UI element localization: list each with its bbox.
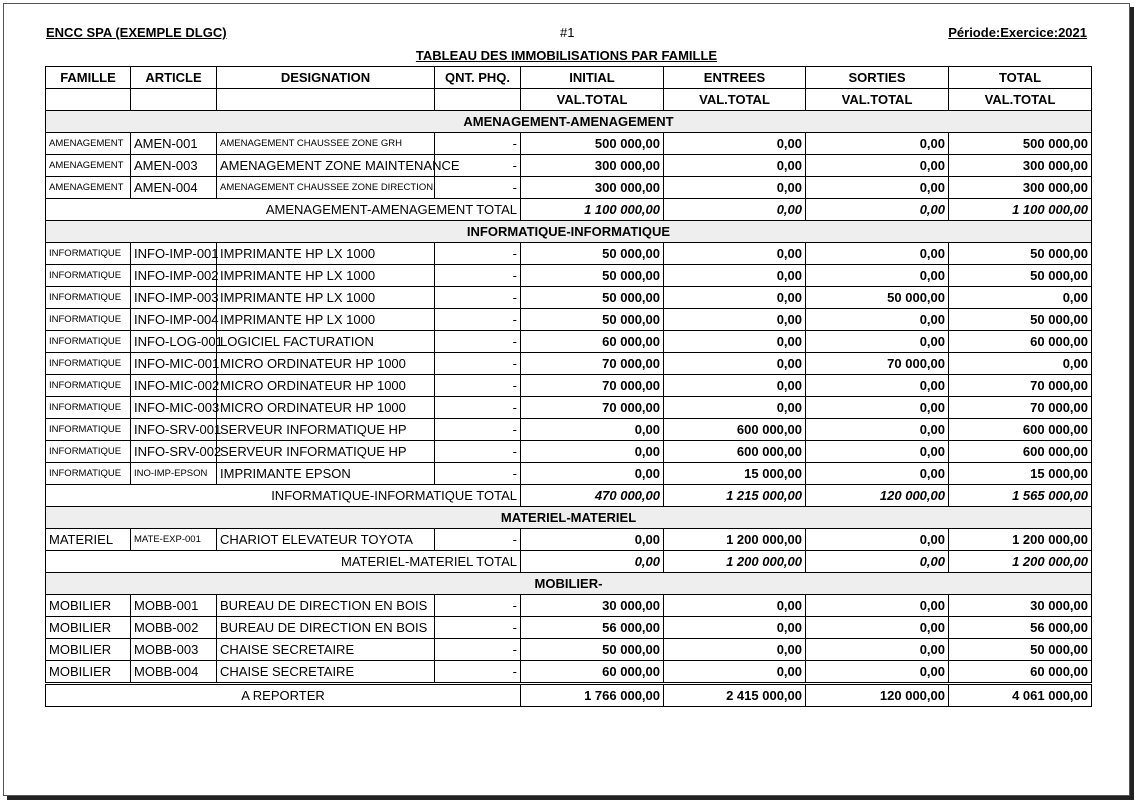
total-total: 1 565 000,00 (949, 485, 1092, 507)
carry-forward-row (46, 685, 1092, 707)
total-cell: 30 000,00 (949, 595, 1092, 617)
famille-cell: INFORMATIQUE (46, 287, 131, 309)
table-row (46, 155, 1092, 177)
designation-cell: IMPRIMANTE HP LX 1000 (217, 309, 435, 331)
table-row (46, 595, 1092, 617)
sorties-cell: 70 000,00 (806, 353, 949, 375)
family-header-row (46, 573, 1092, 595)
total-cell: 600 000,00 (949, 441, 1092, 463)
famille-cell: INFORMATIQUE (46, 353, 131, 375)
table-row (46, 639, 1092, 661)
designation-cell: AMENAGEMENT CHAUSSEE ZONE DIRECTION (217, 177, 435, 199)
initial-cell: 500 000,00 (521, 133, 664, 155)
sorties-cell: 0,00 (806, 375, 949, 397)
family-name: AMENAGEMENT-AMENAGEMENT (46, 111, 1092, 133)
initial-cell: 30 000,00 (521, 595, 664, 617)
entrees-cell: 0,00 (664, 265, 806, 287)
table-row (46, 177, 1092, 199)
sorties-cell: 0,00 (806, 309, 949, 331)
total-total: 1 100 000,00 (949, 199, 1092, 221)
sorties-cell: 0,00 (806, 265, 949, 287)
col-article: ARTICLE (131, 67, 217, 89)
initial-cell: 70 000,00 (521, 375, 664, 397)
article-cell: INFO-IMP-002 (131, 265, 217, 287)
table-row (46, 529, 1092, 551)
article-cell: MOBB-004 (131, 661, 217, 683)
table-row (46, 353, 1092, 375)
table-row (46, 375, 1092, 397)
col-sorties: SORTIES (806, 67, 949, 89)
designation-cell: SERVEUR INFORMATIQUE HP (217, 441, 435, 463)
article-cell: AMEN-003 (131, 155, 217, 177)
entrees-cell: 0,00 (664, 595, 806, 617)
table-row (46, 617, 1092, 639)
famille-cell: INFORMATIQUE (46, 265, 131, 287)
famille-cell: INFORMATIQUE (46, 463, 131, 485)
total-sorties: 0,00 (806, 199, 949, 221)
article-cell: AMEN-001 (131, 133, 217, 155)
sorties-cell: 0,00 (806, 595, 949, 617)
article-cell: MOBB-002 (131, 617, 217, 639)
initial-cell: 300 000,00 (521, 177, 664, 199)
table-row (46, 243, 1092, 265)
famille-cell: AMENAGEMENT (46, 177, 131, 199)
initial-cell: 70 000,00 (521, 353, 664, 375)
sorties-cell: 0,00 (806, 243, 949, 265)
qnt-cell: - (435, 177, 521, 199)
designation-cell: CHAISE SECRETAIRE (217, 661, 435, 683)
initial-cell: 70 000,00 (521, 397, 664, 419)
total-cell: 300 000,00 (949, 155, 1092, 177)
famille-cell: INFORMATIQUE (46, 243, 131, 265)
designation-cell: CHARIOT ELEVATEUR TOYOTA (217, 529, 435, 551)
qnt-cell: - (435, 309, 521, 331)
table-row (46, 397, 1092, 419)
article-cell: INFO-IMP-003 (131, 287, 217, 309)
sorties-cell: 0,00 (806, 331, 949, 353)
sorties-cell: 0,00 (806, 529, 949, 551)
report-page (3, 3, 1130, 796)
famille-cell: INFORMATIQUE (46, 309, 131, 331)
table-body (46, 111, 1092, 707)
initial-cell: 0,00 (521, 529, 664, 551)
designation-cell: BUREAU DE DIRECTION EN BOIS (217, 595, 435, 617)
designation-cell: MICRO ORDINATEUR HP 1000 (217, 353, 435, 375)
sorties-cell: 0,00 (806, 177, 949, 199)
entrees-cell: 0,00 (664, 661, 806, 683)
col-initial: INITIAL (521, 67, 664, 89)
total-cell: 60 000,00 (949, 661, 1092, 683)
entrees-cell: 0,00 (664, 243, 806, 265)
qnt-cell: - (435, 595, 521, 617)
family-total-row (46, 551, 1092, 573)
sorties-cell: 0,00 (806, 639, 949, 661)
initial-cell: 50 000,00 (521, 287, 664, 309)
entrees-cell: 0,00 (664, 155, 806, 177)
family-header-row (46, 507, 1092, 529)
sub-sorties: VAL.TOTAL (806, 89, 949, 111)
famille-cell: MOBILIER (46, 595, 131, 617)
total-cell: 50 000,00 (949, 243, 1092, 265)
entrees-cell: 600 000,00 (664, 419, 806, 441)
designation-cell: IMPRIMANTE HP LX 1000 (217, 243, 435, 265)
sorties-cell: 0,00 (806, 133, 949, 155)
table-row (46, 309, 1092, 331)
designation-cell: LOGICIEL FACTURATION (217, 331, 435, 353)
initial-cell: 50 000,00 (521, 265, 664, 287)
sorties-cell: 0,00 (806, 441, 949, 463)
famille-cell: AMENAGEMENT (46, 155, 131, 177)
article-cell: INFO-MIC-003 (131, 397, 217, 419)
famille-cell: MOBILIER (46, 639, 131, 661)
company-name: ENCC SPA (EXEMPLE DLGC) (46, 25, 227, 40)
famille-cell: MOBILIER (46, 661, 131, 683)
article-cell: INFO-LOG-001 (131, 331, 217, 353)
initial-cell: 50 000,00 (521, 243, 664, 265)
carry-forward-label: A REPORTER (46, 685, 521, 707)
family-name: MOBILIER- (46, 573, 1092, 595)
total-cell: 50 000,00 (949, 309, 1092, 331)
entrees-cell: 0,00 (664, 287, 806, 309)
sorties-cell: 0,00 (806, 617, 949, 639)
family-total-label: MATERIEL-MATERIEL TOTAL (46, 551, 521, 573)
article-cell: MOBB-003 (131, 639, 217, 661)
total-entrees: 1 215 000,00 (664, 485, 806, 507)
total-cell: 0,00 (949, 287, 1092, 309)
designation-cell: SERVEUR INFORMATIQUE HP (217, 419, 435, 441)
famille-cell: INFORMATIQUE (46, 375, 131, 397)
entrees-cell: 0,00 (664, 353, 806, 375)
qnt-cell: - (435, 375, 521, 397)
total-cell: 70 000,00 (949, 397, 1092, 419)
total-initial: 470 000,00 (521, 485, 664, 507)
article-cell: INFO-IMP-001 (131, 243, 217, 265)
initial-cell: 300 000,00 (521, 155, 664, 177)
total-cell: 600 000,00 (949, 419, 1092, 441)
total-cell: 56 000,00 (949, 617, 1092, 639)
report-title: TABLEAU DES IMMOBILISATIONS PAR FAMILLE (415, 48, 718, 63)
famille-cell: INFORMATIQUE (46, 441, 131, 463)
article-cell: MATE-EXP-001 (131, 529, 217, 551)
qnt-cell: - (435, 463, 521, 485)
qnt-cell: - (435, 419, 521, 441)
sub-initial: VAL.TOTAL (521, 89, 664, 111)
initial-cell: 56 000,00 (521, 617, 664, 639)
sorties-cell: 0,00 (806, 463, 949, 485)
designation-cell: IMPRIMANTE HP LX 1000 (217, 265, 435, 287)
qnt-cell: - (435, 441, 521, 463)
family-total-row (46, 199, 1092, 221)
table-row (46, 287, 1092, 309)
qnt-cell: - (435, 155, 521, 177)
family-name: INFORMATIQUE-INFORMATIQUE (46, 221, 1092, 243)
qnt-cell: - (435, 133, 521, 155)
family-total-label: INFORMATIQUE-INFORMATIQUE TOTAL (46, 485, 521, 507)
designation-cell: CHAISE SECRETAIRE (217, 639, 435, 661)
col-qnt: QNT. PHQ. (435, 67, 521, 89)
sorties-cell: 0,00 (806, 661, 949, 683)
total-initial: 0,00 (521, 551, 664, 573)
assets-table (45, 66, 1092, 707)
article-cell: MOBB-001 (131, 595, 217, 617)
initial-cell: 0,00 (521, 441, 664, 463)
famille-cell: AMENAGEMENT (46, 133, 131, 155)
total-entrees: 0,00 (664, 199, 806, 221)
header-row (46, 67, 1092, 89)
col-famille: FAMILLE (46, 67, 131, 89)
total-cell: 0,00 (949, 353, 1092, 375)
table-row (46, 441, 1092, 463)
total-entrees: 1 200 000,00 (664, 551, 806, 573)
total-cell: 50 000,00 (949, 639, 1092, 661)
famille-cell: INFORMATIQUE (46, 419, 131, 441)
total-initial: 1 100 000,00 (521, 199, 664, 221)
total-cell: 300 000,00 (949, 177, 1092, 199)
initial-cell: 0,00 (521, 419, 664, 441)
table-row (46, 331, 1092, 353)
article-cell: INFO-IMP-004 (131, 309, 217, 331)
famille-cell: INFORMATIQUE (46, 331, 131, 353)
report-initial: 1 766 000,00 (521, 685, 664, 707)
entrees-cell: 0,00 (664, 639, 806, 661)
article-cell: INFO-SRV-002 (131, 441, 217, 463)
sub-entrees: VAL.TOTAL (664, 89, 806, 111)
initial-cell: 60 000,00 (521, 331, 664, 353)
qnt-cell: - (435, 353, 521, 375)
total-cell: 70 000,00 (949, 375, 1092, 397)
total-cell: 500 000,00 (949, 133, 1092, 155)
total-cell: 1 200 000,00 (949, 529, 1092, 551)
famille-cell: INFORMATIQUE (46, 397, 131, 419)
family-name: MATERIEL-MATERIEL (46, 507, 1092, 529)
subheader-row (46, 89, 1092, 111)
entrees-cell: 0,00 (664, 617, 806, 639)
qnt-cell: - (435, 617, 521, 639)
entrees-cell: 0,00 (664, 133, 806, 155)
designation-cell: IMPRIMANTE EPSON (217, 463, 435, 485)
period-label: Période:Exercice:2021 (948, 25, 1087, 40)
initial-cell: 60 000,00 (521, 661, 664, 683)
family-total-label: AMENAGEMENT-AMENAGEMENT TOTAL (46, 199, 521, 221)
famille-cell: MATERIEL (46, 529, 131, 551)
qnt-cell: - (435, 265, 521, 287)
article-cell: INFO-SRV-001 (131, 419, 217, 441)
family-total-row (46, 485, 1092, 507)
entrees-cell: 15 000,00 (664, 463, 806, 485)
entrees-cell: 600 000,00 (664, 441, 806, 463)
total-cell: 60 000,00 (949, 331, 1092, 353)
designation-cell: MICRO ORDINATEUR HP 1000 (217, 397, 435, 419)
qnt-cell: - (435, 331, 521, 353)
famille-cell: MOBILIER (46, 617, 131, 639)
table-row (46, 661, 1092, 683)
entrees-cell: 0,00 (664, 375, 806, 397)
entrees-cell: 0,00 (664, 309, 806, 331)
table-row (46, 265, 1092, 287)
designation-cell: BUREAU DE DIRECTION EN BOIS (217, 617, 435, 639)
qnt-cell: - (435, 243, 521, 265)
family-header-row (46, 221, 1092, 243)
report-total: 4 061 000,00 (949, 685, 1092, 707)
report-sorties: 120 000,00 (806, 685, 949, 707)
initial-cell: 50 000,00 (521, 309, 664, 331)
designation-cell: AMENAGEMENT CHAUSSEE ZONE GRH (217, 133, 435, 155)
col-entrees: ENTREES (664, 67, 806, 89)
sorties-cell: 0,00 (806, 397, 949, 419)
report-entrees: 2 415 000,00 (664, 685, 806, 707)
initial-cell: 50 000,00 (521, 639, 664, 661)
initial-cell: 0,00 (521, 463, 664, 485)
article-cell: INFO-MIC-002 (131, 375, 217, 397)
designation-cell: IMPRIMANTE HP LX 1000 (217, 287, 435, 309)
table-row (46, 419, 1092, 441)
entrees-cell: 0,00 (664, 397, 806, 419)
sorties-cell: 0,00 (806, 155, 949, 177)
qnt-cell: - (435, 639, 521, 661)
col-total: TOTAL (949, 67, 1092, 89)
entrees-cell: 0,00 (664, 331, 806, 353)
sub-total: VAL.TOTAL (949, 89, 1092, 111)
entrees-cell: 0,00 (664, 177, 806, 199)
table-row (46, 133, 1092, 155)
qnt-cell: - (435, 529, 521, 551)
qnt-cell: - (435, 661, 521, 683)
sorties-cell: 50 000,00 (806, 287, 949, 309)
article-cell: INO-IMP-EPSON (131, 463, 217, 485)
page-number: #1 (560, 25, 575, 40)
table-row (46, 463, 1092, 485)
designation-cell: MICRO ORDINATEUR HP 1000 (217, 375, 435, 397)
article-cell: AMEN-004 (131, 177, 217, 199)
family-header-row (46, 111, 1092, 133)
entrees-cell: 1 200 000,00 (664, 529, 806, 551)
designation-cell: AMENAGEMENT ZONE MAINTENANCE (217, 155, 435, 177)
qnt-cell: - (435, 397, 521, 419)
total-sorties: 120 000,00 (806, 485, 949, 507)
qnt-cell: - (435, 287, 521, 309)
total-total: 1 200 000,00 (949, 551, 1092, 573)
article-cell: INFO-MIC-001 (131, 353, 217, 375)
total-cell: 15 000,00 (949, 463, 1092, 485)
total-sorties: 0,00 (806, 551, 949, 573)
col-designation: DESIGNATION (217, 67, 435, 89)
total-cell: 50 000,00 (949, 265, 1092, 287)
sorties-cell: 0,00 (806, 419, 949, 441)
